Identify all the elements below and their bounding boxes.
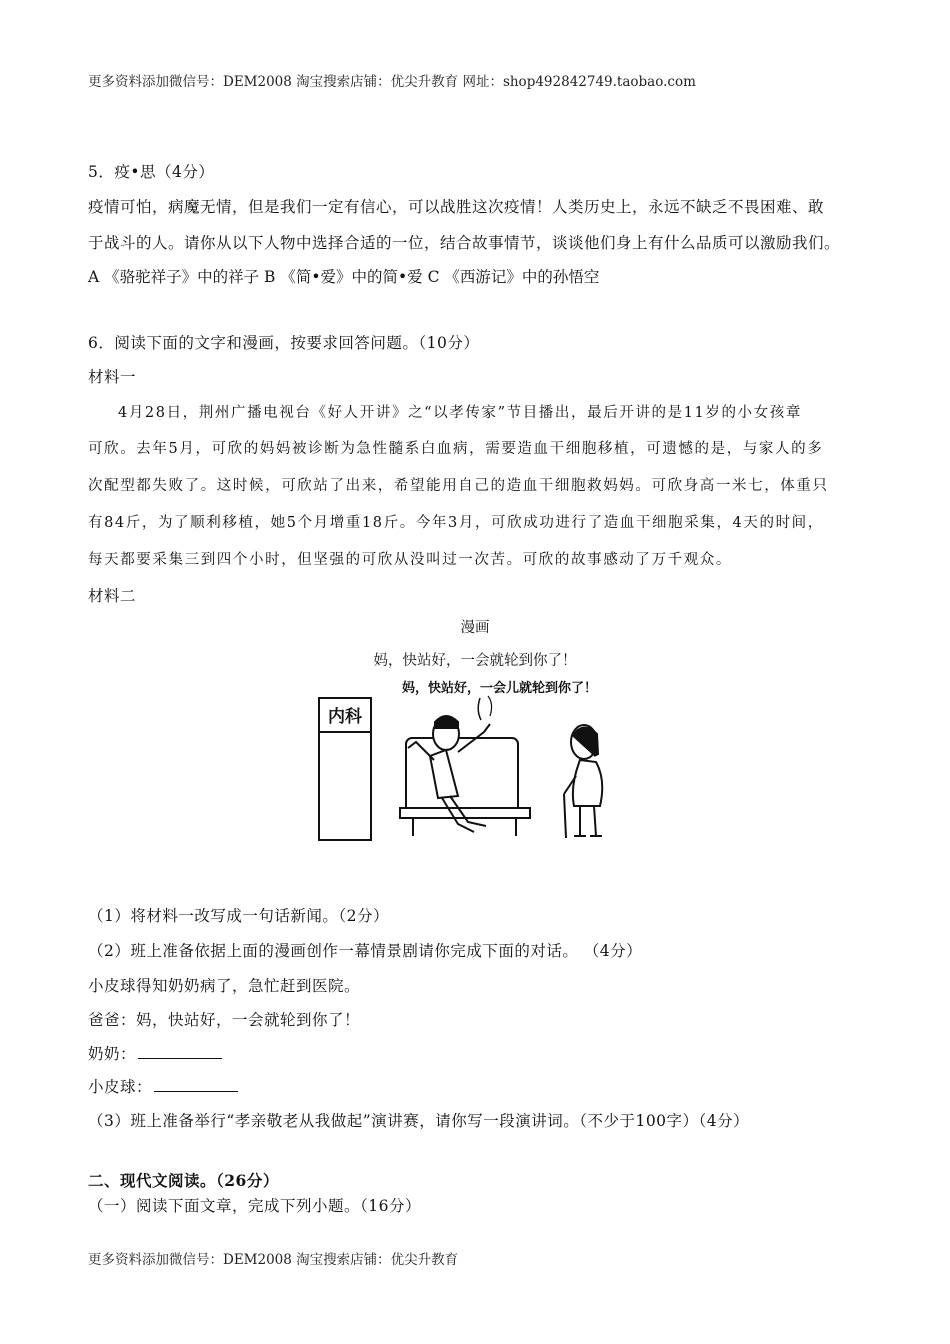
speech-text: 妈，快站好，一会儿就轮到你了！ bbox=[402, 681, 598, 696]
material-2-label: 材料二 bbox=[88, 587, 137, 605]
sub-question-3: （3）班上准备举行“孝亲敬老从我做起”演讲赛，请你写一段演讲词。（不少于100字）（4分） bbox=[88, 1112, 750, 1130]
page-header: 更多资料添加微信号：DEM2008 淘宝搜索店铺：优尖升教育 网址：shop492842749.taobao.com bbox=[88, 74, 696, 90]
speech-tail bbox=[478, 698, 481, 720]
dialog-intro: 小皮球得知奶奶病了，急忙赶到医院。 bbox=[88, 977, 361, 995]
dialog-kid-label: 小皮球： bbox=[88, 1078, 153, 1096]
material-1-line: 每天都要采集三到四个小时，但坚强的可欣从没叫过一次苦。可欣的故事感动了万千观众。 bbox=[88, 552, 732, 568]
question-6-title: 6．阅读下面的文字和漫画，按要求回答问题。（10分） bbox=[88, 334, 480, 352]
dialog-kid bbox=[88, 1075, 238, 1097]
question-5-line-2: 于战斗的人。请你从以下人物中选择合适的一位，结合故事情节，谈谈他们身上有什么品质可以激励我们。 bbox=[88, 234, 841, 252]
question-5-options: A 《骆驼祥子》中的祥子 B 《简•爱》中的简•爱 C 《西游记》中的孙悟空 bbox=[88, 268, 600, 286]
sub-question-2: （2）班上准备依据上面的漫画创作一幕情景剧请你完成下面的对话。 （4分） bbox=[88, 942, 643, 960]
bench bbox=[400, 738, 530, 836]
dialog-grandma bbox=[88, 1042, 222, 1064]
cartoon-illustration bbox=[318, 676, 650, 842]
dialog-dad: 爸爸：妈，快站好，一会就轮到你了！ bbox=[88, 1011, 361, 1029]
elderly-woman bbox=[564, 725, 602, 838]
clinic-door bbox=[319, 698, 371, 840]
material-1-line: 可欣。去年5月，可欣的妈妈被诊断为急性髓系白血病，需要造血干细胞移植，可遗憾的是，与家人的多 bbox=[88, 441, 824, 457]
section-2-sub: （一）阅读下面文章，完成下列小题。（16分） bbox=[88, 1197, 421, 1215]
kid-answer-blank[interactable] bbox=[154, 1077, 238, 1092]
page-footer: 更多资料添加微信号：DEM2008 淘宝搜索店铺：优尖升教育 bbox=[88, 1252, 459, 1268]
grandma-answer-blank[interactable] bbox=[138, 1044, 222, 1059]
dialog-grandma-label: 奶奶： bbox=[88, 1045, 137, 1063]
material-1-line: 有84斤，为了顺利移植，她5个月增重18斤。今年3月，可欣成功进行了造血干细胞采集，4天的时间， bbox=[88, 515, 824, 531]
question-5-line-1: 疫情可怕，病魔无情，但是我们一定有信心，可以战胜这次疫情！人类历史上，永远不缺乏不畏困难、敢 bbox=[88, 198, 825, 216]
material-1-label: 材料一 bbox=[88, 368, 137, 386]
sub-question-1: （1）将材料一改写成一句话新闻。（2分） bbox=[88, 907, 389, 925]
cartoon-caption: 妈，快站好，一会就轮到你了！ bbox=[373, 653, 577, 669]
material-1-line: 4月28日，荆州广播电视台《好人开讲》之“以孝传家”节目播出，最后开讲的是11岁的小女孩章 bbox=[118, 405, 802, 421]
question-5-title: 5．疫•思（4分） bbox=[88, 163, 215, 181]
clinic-sign-text: 内科 bbox=[328, 707, 362, 727]
cartoon-title: 漫画 bbox=[460, 620, 490, 636]
material-1-line: 次配型都失败了。这时候，可欣站了出来，希望能用自己的造血干细胞救妈妈。可欣身高一米七，体重只 bbox=[88, 478, 829, 494]
section-2-title: 二、现代文阅读。（26分） bbox=[88, 1171, 279, 1190]
